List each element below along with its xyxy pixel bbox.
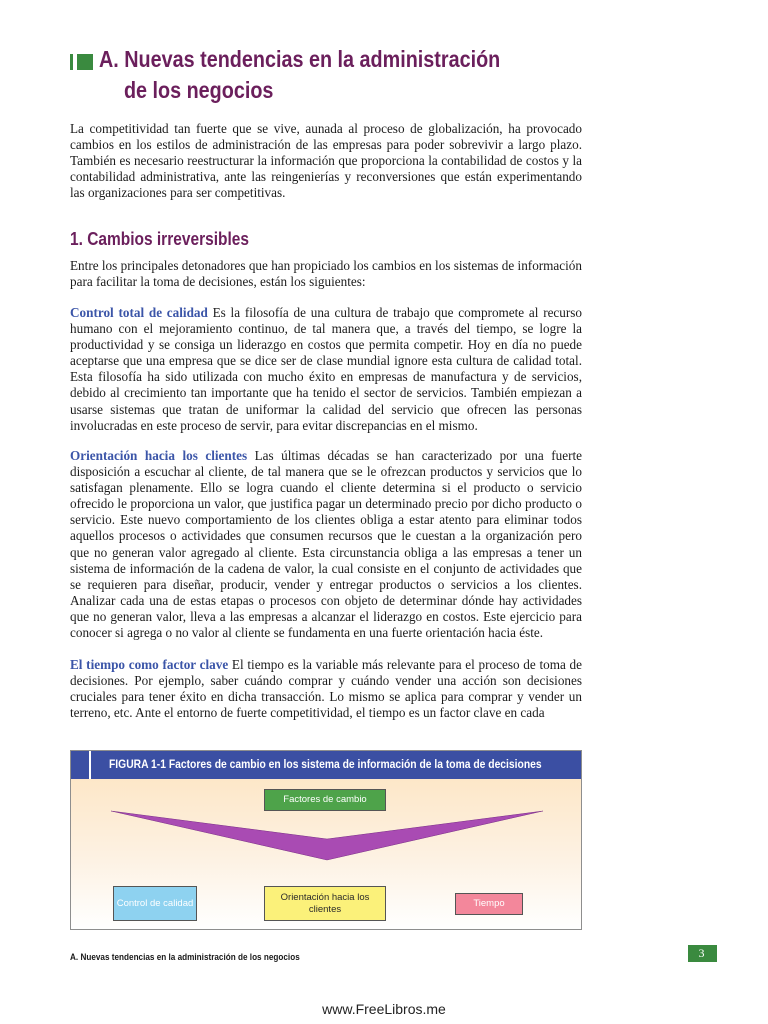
section-title — [99, 44, 581, 106]
paragraph-text: Las últimas décadas se han caracterizado por una fuerte disposición a escuchar al cliente, de tal manera que se le ofrezcan productos y servicios que lo satisfagan plenamente. Ello se logra cuando el cliente determina si el producto o servicio ofrecido le proporciona un valor, que justifica pagar un determinado precio por dicho producto o servicio. Este nuevo comportamiento de los clientes obliga a estar atento para eliminar todos aquellos procesos o actividades que consumen recursos que le cuestan a la organización pero que no generan valor agregado al cliente. Esta circunstancia obliga a las empresas a tener un sistema de información de la cadena de valor, la cual consiste en el conjunto de actividades que se requieren para diseñar, producir, vender y entregar productos o servicios a los clientes. Analizar cada una de estas etapas o procesos con objeto de determinar dónde hay actividades que no generan valor, lleva a las empresas a alcanzar el liderazgo en costos. Este ejercicio para conocer si agrega o no valor al cliente se fundamenta en una fuerte orientación hacia éste. — [70, 448, 582, 641]
section-title-line1: A. Nuevas tendencias en la administración — [99, 46, 501, 72]
intro-paragraph: La competitividad tan fuerte que se vive, aunada al proceso de globalización, ha provocado cambios en los estilos de administración de las empresas para poder sobrevivir a largo plazo. También es necesario reestructurar la información que proporciona la contabilidad de costos y la contabilidad administrativa, ante las reingenierías y reconversiones que están experimentando las organizaciones para ser competitivas. — [70, 121, 582, 201]
figure-body — [71, 779, 581, 929]
paragraph-text: El tiempo es la variable más relevante para el proceso de toma de decisiones. Por ejemplo, saber cuándo comprar y cuándo vender una acción son decisiones cruciales para tener éxito en dicha transacción. Lo mismo se aplica para comprar y vender un terreno, etc. Ante el entorno de fuerte competitividad, el tiempo es un factor clave en cada — [70, 657, 582, 721]
figure-header-tab — [89, 751, 91, 779]
tiempo-box: Tiempo — [455, 893, 523, 915]
figure-1-1 — [70, 750, 582, 930]
paragraph-control-calidad — [70, 305, 582, 434]
factores-cambio-box: Factores de cambio — [264, 789, 386, 811]
figure-header — [71, 751, 581, 779]
watermark-url[interactable]: www.FreeLibros.me — [322, 1001, 446, 1017]
section-title-line2: de los negocios — [123, 77, 274, 103]
page-number: 3 — [686, 945, 717, 962]
subsection-intro: Entre los principales detonadores que han propiciado los cambios en los sistemas de información para facilitar la toma de decisiones, están los siguientes: — [70, 258, 582, 290]
keyword-orientacion-clientes: Orientación hacia los clientes — [70, 448, 248, 463]
control-calidad-box: Control de calidad — [113, 886, 197, 921]
chevron-arrow-shape — [111, 811, 543, 860]
keyword-control-calidad: Control total de calidad — [70, 305, 208, 320]
keyword-tiempo: El tiempo como factor clave — [70, 657, 229, 672]
paragraph-text: Es la filosofía de una cultura de trabajo que compromete al recurso humano con el mejoramiento continuo, de tal manera que, a través del tiempo, se logre la productividad y se consiga un liderazgo en costos que permita competir. Hoy en día no puede aceptarse que una empresa que se dice ser de clase mundial ignore esta cultura de calidad total. Esta filosofía ha sido utilizada con mucho éxito en empresas de manufactura y de servicios, debido al crecimiento tan importante que ha tenido el sector de servicios. También empiezan a usarse sistemas que tratan de uniformar la calidad del servicio que ofrecen las personas involucradas en este proceso de servir, para evitar discrepancias en el mismo. — [70, 305, 582, 433]
page-number-marker-inner — [688, 945, 690, 962]
heading-marker-icon — [70, 54, 94, 70]
paragraph-orientacion-clientes — [70, 448, 582, 641]
running-footer: A. Nuevas tendencias en la administración de los negocios — [70, 952, 300, 963]
figure-title: FIGURA 1-1 Factores de cambio en los sistema de información de la toma de decisiones — [109, 757, 542, 771]
orientacion-clientes-box: Orientación hacia los clientes — [264, 886, 386, 921]
subsection-title: 1. Cambios irreversibles — [70, 229, 249, 249]
paragraph-tiempo — [70, 657, 582, 721]
